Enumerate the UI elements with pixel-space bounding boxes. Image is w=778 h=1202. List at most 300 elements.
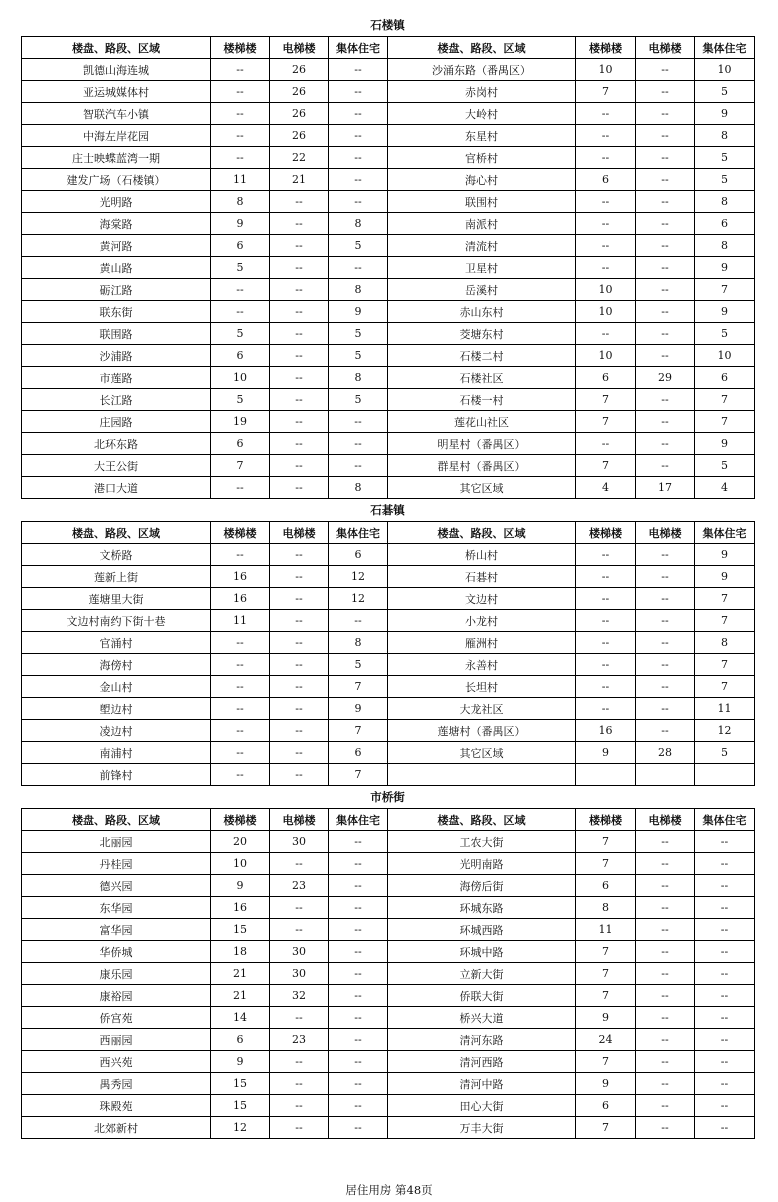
table-row [22, 764, 755, 786]
value-cell: -- [695, 897, 755, 919]
value-cell: -- [636, 698, 695, 720]
value-cell [576, 764, 636, 786]
table-row [22, 1117, 755, 1139]
value-cell: -- [211, 544, 270, 566]
table-row [22, 213, 755, 235]
section-title: 石碁镇 [370, 503, 405, 517]
value-cell: 8 [211, 191, 270, 213]
area-name-cell: 康乐园 [22, 963, 211, 985]
column-header: 楼盘、路段、区域 [388, 809, 576, 831]
table-row [22, 1007, 755, 1029]
table-row [22, 81, 755, 103]
value-cell: -- [636, 610, 695, 632]
value-cell: -- [636, 301, 695, 323]
value-cell: -- [211, 654, 270, 676]
value-cell: -- [636, 345, 695, 367]
price-table [21, 808, 755, 1139]
value-cell: -- [576, 235, 636, 257]
area-name-cell: 海心村 [388, 169, 576, 191]
value-cell: 6 [211, 1029, 270, 1051]
header-row [22, 522, 755, 544]
value-cell: -- [695, 1095, 755, 1117]
area-name-cell: 海傍后街 [388, 875, 576, 897]
value-cell: 8 [329, 279, 388, 301]
area-name-cell: 沙浦路 [22, 345, 211, 367]
area-name-cell: 塱边村 [22, 698, 211, 720]
value-cell: -- [636, 544, 695, 566]
value-cell: -- [329, 147, 388, 169]
value-cell: -- [270, 279, 329, 301]
table-row [22, 257, 755, 279]
value-cell: -- [576, 433, 636, 455]
value-cell: 9 [329, 301, 388, 323]
value-cell [636, 764, 695, 786]
value-cell: 21 [270, 169, 329, 191]
value-cell: -- [695, 963, 755, 985]
value-cell: 23 [270, 1029, 329, 1051]
value-cell: -- [636, 81, 695, 103]
value-cell: -- [329, 1007, 388, 1029]
value-cell: 10 [211, 367, 270, 389]
value-cell: 7 [576, 411, 636, 433]
table-row [22, 323, 755, 345]
value-cell: 26 [270, 103, 329, 125]
table-row [22, 831, 755, 853]
value-cell: -- [576, 698, 636, 720]
value-cell: 15 [211, 1095, 270, 1117]
column-header: 楼梯楼 [576, 522, 636, 544]
table-row [22, 632, 755, 654]
value-cell: -- [636, 191, 695, 213]
value-cell: -- [636, 676, 695, 698]
value-cell: 7 [576, 1117, 636, 1139]
value-cell: 17 [636, 477, 695, 499]
area-name-cell: 长坦村 [388, 676, 576, 698]
value-cell: -- [270, 1117, 329, 1139]
column-header: 楼梯楼 [211, 809, 270, 831]
section-shiqi [21, 499, 754, 786]
column-header: 楼盘、路段、区域 [22, 809, 211, 831]
value-cell: 6 [211, 345, 270, 367]
value-cell: 8 [329, 213, 388, 235]
area-name-cell: 卫星村 [388, 257, 576, 279]
column-header: 电梯楼 [636, 809, 695, 831]
value-cell: -- [270, 544, 329, 566]
area-name-cell: 其它区域 [388, 742, 576, 764]
table-row [22, 720, 755, 742]
value-cell: 10 [576, 59, 636, 81]
area-name-cell: 南浦村 [22, 742, 211, 764]
value-cell: 30 [270, 963, 329, 985]
area-name-cell: 桥山村 [388, 544, 576, 566]
value-cell: 7 [576, 831, 636, 853]
table-row [22, 588, 755, 610]
area-name-cell: 黄河路 [22, 235, 211, 257]
area-name-cell: 万丰大街 [388, 1117, 576, 1139]
table-row [22, 566, 755, 588]
column-header: 楼梯楼 [211, 522, 270, 544]
value-cell: -- [329, 103, 388, 125]
value-cell: -- [270, 853, 329, 875]
value-cell: 20 [211, 831, 270, 853]
value-cell: 12 [329, 566, 388, 588]
value-cell: 6 [329, 742, 388, 764]
value-cell: -- [270, 433, 329, 455]
value-cell: -- [576, 103, 636, 125]
area-name-cell: 西丽园 [22, 1029, 211, 1051]
area-name-cell: 港口大道 [22, 477, 211, 499]
value-cell: 10 [695, 59, 755, 81]
value-cell: -- [329, 455, 388, 477]
value-cell: -- [576, 610, 636, 632]
value-cell: -- [695, 1117, 755, 1139]
value-cell: 9 [329, 698, 388, 720]
area-name-cell: 大岭村 [388, 103, 576, 125]
table-row [22, 1051, 755, 1073]
area-name-cell: 清河中路 [388, 1073, 576, 1095]
value-cell: -- [695, 1007, 755, 1029]
value-cell: -- [636, 1051, 695, 1073]
value-cell: -- [695, 831, 755, 853]
value-cell: -- [695, 941, 755, 963]
value-cell: 16 [211, 897, 270, 919]
value-cell: 5 [695, 323, 755, 345]
table-row [22, 985, 755, 1007]
value-cell: 6 [695, 213, 755, 235]
value-cell: -- [636, 323, 695, 345]
area-name-cell: 西兴苑 [22, 1051, 211, 1073]
area-name-cell: 智联汽车小镇 [22, 103, 211, 125]
value-cell: -- [576, 632, 636, 654]
value-cell: 10 [576, 279, 636, 301]
table-row [22, 367, 755, 389]
value-cell: 5 [329, 235, 388, 257]
value-cell: -- [270, 345, 329, 367]
value-cell: -- [211, 742, 270, 764]
area-name-cell: 凯德山海连城 [22, 59, 211, 81]
area-name-cell: 联围村 [388, 191, 576, 213]
table-row [22, 875, 755, 897]
area-name-cell: 官涌村 [22, 632, 211, 654]
area-name-cell: 华侨城 [22, 941, 211, 963]
value-cell: -- [270, 455, 329, 477]
value-cell: -- [576, 566, 636, 588]
value-cell: 21 [211, 985, 270, 1007]
area-name-cell: 长江路 [22, 389, 211, 411]
value-cell: -- [270, 1007, 329, 1029]
value-cell: 7 [695, 411, 755, 433]
value-cell: -- [270, 632, 329, 654]
value-cell: 4 [695, 477, 755, 499]
area-name-cell: 黄山路 [22, 257, 211, 279]
section-title: 市桥街 [370, 790, 405, 804]
table-row [22, 191, 755, 213]
value-cell: 9 [695, 544, 755, 566]
area-name-cell: 北丽园 [22, 831, 211, 853]
area-name-cell: 赤山东村 [388, 301, 576, 323]
value-cell: -- [576, 191, 636, 213]
area-name-cell: 官桥村 [388, 147, 576, 169]
value-cell: 16 [211, 588, 270, 610]
value-cell: -- [270, 1051, 329, 1073]
area-name-cell: 大龙社区 [388, 698, 576, 720]
area-name-cell: 田心大街 [388, 1095, 576, 1117]
value-cell: -- [636, 1073, 695, 1095]
area-name-cell: 大王公街 [22, 455, 211, 477]
column-header: 电梯楼 [636, 522, 695, 544]
value-cell: -- [329, 81, 388, 103]
value-cell: 7 [576, 389, 636, 411]
value-cell: 9 [695, 433, 755, 455]
value-cell: -- [576, 588, 636, 610]
table-row [22, 963, 755, 985]
area-name-cell: 群星村（番禺区） [388, 455, 576, 477]
table-row [22, 919, 755, 941]
value-cell: 9 [211, 213, 270, 235]
value-cell: 5 [329, 654, 388, 676]
area-name-cell: 小龙村 [388, 610, 576, 632]
value-cell: -- [636, 1029, 695, 1051]
area-name-cell: 联围路 [22, 323, 211, 345]
value-cell: 15 [211, 919, 270, 941]
value-cell: 8 [695, 632, 755, 654]
table-row [22, 59, 755, 81]
area-name-cell: 北环东路 [22, 433, 211, 455]
area-name-cell: 德兴园 [22, 875, 211, 897]
value-cell: 7 [329, 764, 388, 786]
value-cell: -- [636, 566, 695, 588]
page-footer: 居住用房 第48页 [345, 1183, 433, 1197]
value-cell: 10 [576, 301, 636, 323]
value-cell: -- [636, 632, 695, 654]
table-row [22, 455, 755, 477]
value-cell: -- [636, 941, 695, 963]
value-cell: -- [270, 566, 329, 588]
area-name-cell: 海傍村 [22, 654, 211, 676]
value-cell: 7 [211, 455, 270, 477]
area-name-cell: 沙涌东路（番禺区） [388, 59, 576, 81]
value-cell: 8 [695, 235, 755, 257]
value-cell: -- [270, 389, 329, 411]
value-cell: -- [270, 301, 329, 323]
area-name-cell: 庄士映蝶蓝湾一期 [22, 147, 211, 169]
value-cell: 8 [329, 477, 388, 499]
value-cell: 8 [329, 367, 388, 389]
value-cell: -- [270, 897, 329, 919]
value-cell: -- [270, 676, 329, 698]
value-cell: 9 [695, 103, 755, 125]
column-header: 楼梯楼 [211, 37, 270, 59]
value-cell: -- [270, 235, 329, 257]
value-cell: 7 [576, 963, 636, 985]
header-row [22, 809, 755, 831]
value-cell: 15 [211, 1073, 270, 1095]
area-name-cell: 前锋村 [22, 764, 211, 786]
value-cell: 8 [576, 897, 636, 919]
value-cell: -- [329, 831, 388, 853]
value-cell: 16 [576, 720, 636, 742]
value-cell: -- [270, 588, 329, 610]
table-row [22, 147, 755, 169]
value-cell: 7 [576, 853, 636, 875]
value-cell: 5 [329, 323, 388, 345]
value-cell: 24 [576, 1029, 636, 1051]
area-name-cell: 莲塘里大街 [22, 588, 211, 610]
value-cell: -- [329, 169, 388, 191]
value-cell: 8 [329, 632, 388, 654]
value-cell: -- [695, 1029, 755, 1051]
value-cell: -- [329, 963, 388, 985]
value-cell: 6 [576, 367, 636, 389]
value-cell: 9 [695, 566, 755, 588]
value-cell: 5 [695, 455, 755, 477]
value-cell: 6 [576, 1095, 636, 1117]
value-cell: 5 [329, 389, 388, 411]
value-cell: -- [270, 764, 329, 786]
table-row [22, 1029, 755, 1051]
table-row [22, 676, 755, 698]
value-cell: 11 [576, 919, 636, 941]
value-cell: -- [211, 59, 270, 81]
value-cell: -- [329, 853, 388, 875]
area-name-cell: 富华园 [22, 919, 211, 941]
value-cell: 7 [695, 610, 755, 632]
value-cell: -- [576, 676, 636, 698]
value-cell: -- [329, 1117, 388, 1139]
value-cell: 26 [270, 59, 329, 81]
value-cell: -- [329, 985, 388, 1007]
table-row [22, 103, 755, 125]
value-cell: -- [576, 654, 636, 676]
value-cell: 6 [695, 367, 755, 389]
area-name-cell [388, 764, 576, 786]
column-header: 集体住宅 [695, 809, 755, 831]
value-cell: -- [636, 59, 695, 81]
value-cell: 28 [636, 742, 695, 764]
value-cell: -- [636, 389, 695, 411]
value-cell: 7 [576, 455, 636, 477]
value-cell: -- [329, 941, 388, 963]
column-header: 楼盘、路段、区域 [22, 522, 211, 544]
value-cell: 26 [270, 125, 329, 147]
value-cell: -- [270, 698, 329, 720]
table-row [22, 433, 755, 455]
value-cell: -- [576, 257, 636, 279]
value-cell: -- [636, 455, 695, 477]
value-cell: 30 [270, 941, 329, 963]
value-cell: 7 [329, 676, 388, 698]
table-row [22, 345, 755, 367]
area-name-cell: 凌边村 [22, 720, 211, 742]
value-cell: -- [329, 919, 388, 941]
value-cell: -- [329, 897, 388, 919]
area-name-cell: 清流村 [388, 235, 576, 257]
column-header: 楼盘、路段、区域 [388, 522, 576, 544]
table-row [22, 411, 755, 433]
section-shilou [21, 14, 754, 499]
value-cell: -- [211, 698, 270, 720]
value-cell: -- [270, 257, 329, 279]
value-cell: 23 [270, 875, 329, 897]
table-row [22, 610, 755, 632]
value-cell: -- [695, 919, 755, 941]
table-row [22, 279, 755, 301]
area-name-cell: 南派村 [388, 213, 576, 235]
area-name-cell: 环城中路 [388, 941, 576, 963]
value-cell: -- [636, 147, 695, 169]
value-cell: 8 [695, 191, 755, 213]
value-cell: -- [329, 411, 388, 433]
column-header: 集体住宅 [695, 37, 755, 59]
value-cell: -- [636, 125, 695, 147]
value-cell: 14 [211, 1007, 270, 1029]
value-cell: -- [211, 81, 270, 103]
value-cell: -- [270, 919, 329, 941]
value-cell: -- [636, 279, 695, 301]
column-header: 楼梯楼 [576, 37, 636, 59]
value-cell: -- [636, 875, 695, 897]
table-row [22, 742, 755, 764]
area-name-cell: 光明路 [22, 191, 211, 213]
column-header: 集体住宅 [329, 809, 388, 831]
value-cell: -- [576, 323, 636, 345]
table-row [22, 698, 755, 720]
area-name-cell: 岳溪村 [388, 279, 576, 301]
value-cell: 12 [329, 588, 388, 610]
area-name-cell: 石楼一村 [388, 389, 576, 411]
area-name-cell: 石楼社区 [388, 367, 576, 389]
value-cell: -- [695, 853, 755, 875]
value-cell: 6 [576, 169, 636, 191]
value-cell: 4 [576, 477, 636, 499]
value-cell: 29 [636, 367, 695, 389]
value-cell: -- [329, 875, 388, 897]
value-cell: 6 [329, 544, 388, 566]
value-cell: 11 [695, 698, 755, 720]
table-row [22, 654, 755, 676]
area-name-cell: 东华园 [22, 897, 211, 919]
value-cell: 5 [695, 169, 755, 191]
area-name-cell: 文边村南约下街十巷 [22, 610, 211, 632]
value-cell: 7 [695, 654, 755, 676]
table-row [22, 235, 755, 257]
area-name-cell: 永善村 [388, 654, 576, 676]
area-name-cell: 联东街 [22, 301, 211, 323]
value-cell: 7 [576, 81, 636, 103]
value-cell: -- [636, 213, 695, 235]
table-row [22, 301, 755, 323]
column-header: 集体住宅 [329, 37, 388, 59]
area-name-cell: 市莲路 [22, 367, 211, 389]
value-cell: -- [636, 1007, 695, 1029]
value-cell: -- [270, 1073, 329, 1095]
value-cell: 7 [695, 279, 755, 301]
value-cell: -- [636, 411, 695, 433]
value-cell: 5 [329, 345, 388, 367]
value-cell: -- [576, 147, 636, 169]
column-header: 电梯楼 [270, 522, 329, 544]
area-name-cell: 赤岗村 [388, 81, 576, 103]
value-cell: 8 [695, 125, 755, 147]
table-row [22, 1073, 755, 1095]
value-cell: 18 [211, 941, 270, 963]
value-cell: -- [270, 720, 329, 742]
value-cell: 16 [211, 566, 270, 588]
area-name-cell: 工农大街 [388, 831, 576, 853]
column-header: 电梯楼 [270, 809, 329, 831]
area-name-cell: 莲花山社区 [388, 411, 576, 433]
value-cell: 7 [695, 676, 755, 698]
